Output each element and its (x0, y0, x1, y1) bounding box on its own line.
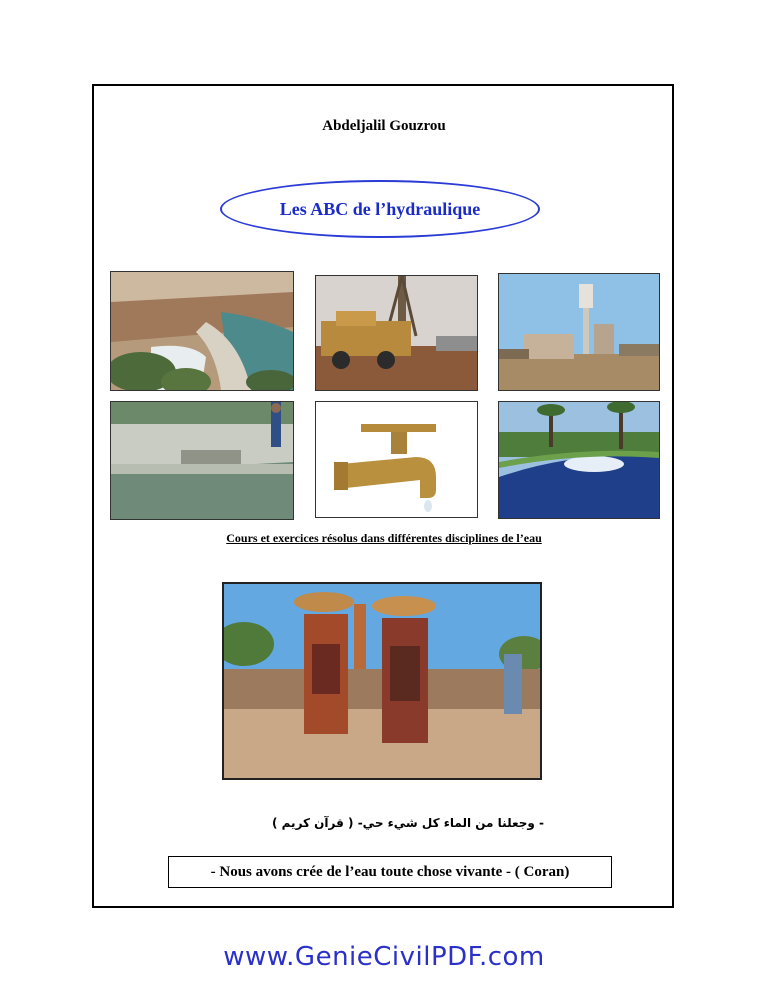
water-tap-photo (315, 401, 478, 518)
water-sellers-photo (222, 582, 542, 780)
french-quote: - Nous avons crée de l’eau toute chose vivante - ( Coran) (210, 863, 570, 880)
water-tower-photo (498, 273, 660, 391)
canal-photo (110, 401, 294, 520)
french-quote-box (168, 856, 612, 888)
author-name: Abdeljalil Gouzrou (322, 118, 446, 134)
arabic-quote: - وجعلنا من الماء كل شيء حي- ( قرآن كريم ) (271, 816, 544, 830)
title-oval (220, 180, 540, 238)
book-title: Les ABC de l’hydraulique (279, 198, 481, 219)
fountain-photo (498, 401, 660, 519)
dam-photo (110, 271, 294, 391)
subtitle: Cours et exercices résolus dans différentes disciplines de l’eau (226, 531, 542, 545)
website-link[interactable]: www.GenieCivilPDF.com (223, 942, 545, 972)
drilling-rig-photo (315, 275, 478, 391)
